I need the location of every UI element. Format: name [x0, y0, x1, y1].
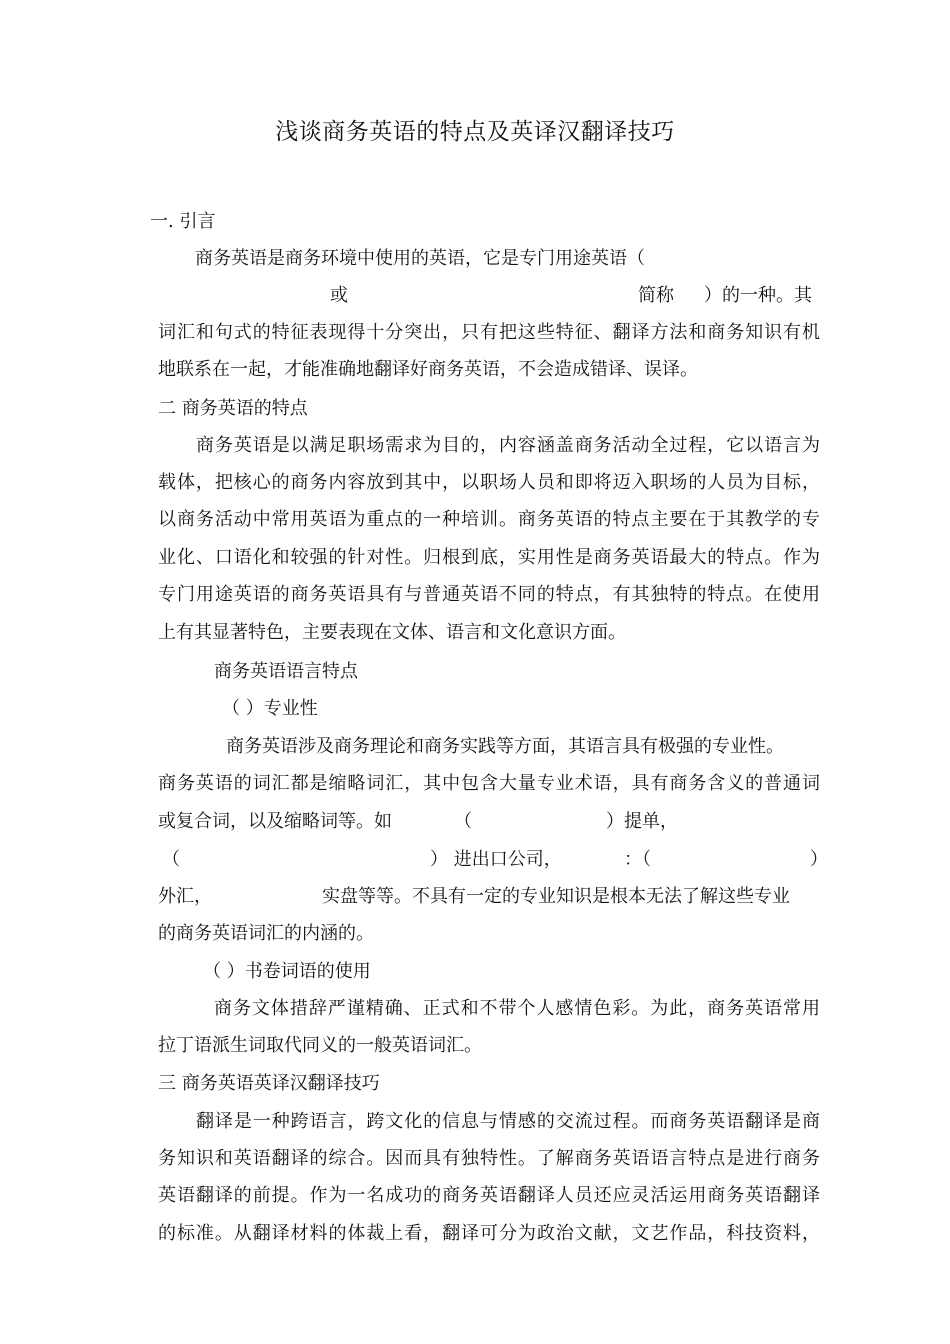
paragraph-line: 英语翻译的前提。作为一名成功的商务英语翻译人员还应灵活运用商务英语翻译: [158, 1185, 820, 1206]
paragraph-line: 词汇和句式的特征表现得十分突出，只有把这些特征、翻译方法和商务知识有机: [158, 322, 820, 343]
paragraph-line: 翻译是一种跨语言，跨文化的信息与情感的交流过程。而商务英语翻译是商: [196, 1111, 820, 1132]
paragraph-line: 上有其显著特色，主要表现在文体、语言和文化意识方面。: [158, 622, 626, 643]
text-fragment: （: [162, 849, 180, 870]
text-fragment: ：（: [624, 849, 651, 870]
paragraph-line: [158, 885, 820, 909]
section-heading-features: 二 商务英语的特点: [158, 398, 308, 419]
paragraph-line: 商务文体措辞严谨精确、正式和不带个人感情色彩。为此，商务英语常用: [214, 998, 820, 1019]
paragraph-line: [158, 284, 820, 308]
section-heading-translation: 三 商务英语英译汉翻译技巧: [158, 1073, 380, 1094]
paragraph-line: 专门用途英语的商务英语具有与普通英语不同的特点，有其独特的特点。在使用: [158, 584, 820, 605]
item-label-formal-words: （ ）书卷词语的使用: [203, 961, 371, 982]
section-heading-intro: 一. 引言: [150, 211, 216, 232]
item-label-professional: （ ）专业性: [222, 698, 318, 719]
text-fragment: 或: [330, 285, 348, 306]
paragraph-line: 地联系在一起，才能准确地翻译好商务英语，不会造成错译、误译。: [158, 359, 698, 380]
paragraph-line: 以商务活动中常用英语为重点的一种培训。商务英语的特点主要在于其教学的专: [158, 509, 820, 530]
paragraph-line: 务知识和英语翻译的综合。因而具有独特性。了解商务英语语言特点是进行商务: [158, 1148, 820, 1169]
paragraph-line: 的商务英语词汇的内涵的。: [158, 923, 374, 944]
paragraph-line: 拉丁语派生词取代同义的一般英语词汇。: [158, 1035, 482, 1056]
text-fragment: ）的一种。其: [704, 285, 812, 306]
text-fragment: （: [454, 811, 472, 832]
document-title: 浅谈商务英语的特点及英译汉翻译技巧: [275, 119, 675, 145]
paragraph-line: 商务英语是商务环境中使用的英语，它是专门用途英语（: [195, 248, 645, 269]
text-fragment: ） 进出口公司，: [430, 849, 562, 870]
paragraph-line: [158, 848, 828, 872]
paragraph-line: 商务英语的词汇都是缩略词汇，其中包含大量专业术语，具有商务含义的普通词: [158, 773, 820, 794]
paragraph-line: 业化、口语化和较强的针对性。归根到底，实用性是商务英语最大的特点。作为: [158, 547, 820, 568]
text-fragment: ）: [810, 849, 828, 870]
subheading: 商务英语语言特点: [214, 661, 358, 682]
text-fragment: ）提单，: [606, 811, 678, 832]
text-fragment: 或复合词，以及缩略词等。如: [158, 811, 392, 832]
paragraph-line: 的标准。从翻译材料的体裁上看，翻译可分为政治文献，文艺作品，科技资料，: [158, 1223, 820, 1244]
paragraph-line: 商务英语涉及商务理论和商务实践等方面，其语言具有极强的专业性。: [226, 736, 784, 757]
paragraph-line: 商务英语是以满足职场需求为目的，内容涵盖商务活动全过程，它以语言为: [196, 435, 820, 456]
paragraph-line: [158, 810, 820, 834]
text-fragment: 外汇，: [158, 886, 212, 907]
paragraph-line: 载体，把核心的商务内容放到其中，以职场人员和即将迈入职场的人员为目标，: [158, 472, 820, 493]
text-fragment: 简称: [638, 285, 674, 306]
text-fragment: 实盘等等。不具有一定的专业知识是根本无法了解这些专业: [322, 886, 790, 907]
